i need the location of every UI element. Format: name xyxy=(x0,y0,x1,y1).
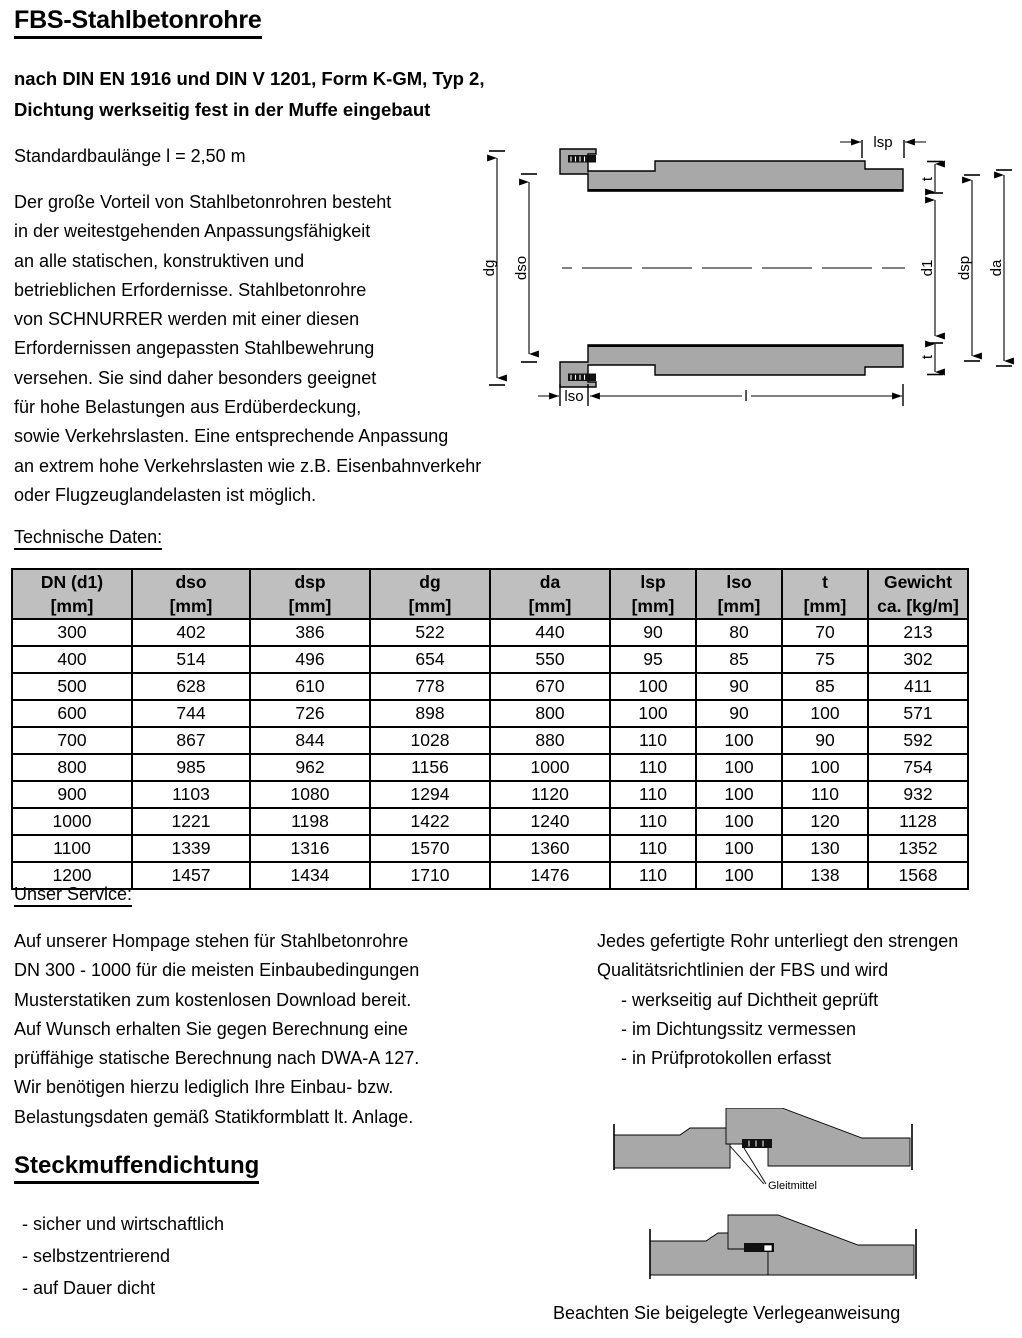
table-header-row-units xyxy=(12,594,968,619)
table-cell: 100 xyxy=(610,700,696,727)
col-unit-dn: [mm] xyxy=(12,594,132,619)
dimension-t-top xyxy=(919,162,943,194)
pipe-upper-wall xyxy=(560,149,903,191)
service-left-column xyxy=(14,927,574,1132)
dimension-label-d1: d1 xyxy=(919,259,936,277)
table-cell: 1120 xyxy=(490,781,610,808)
dimension-label-l: l xyxy=(744,388,748,405)
dimension-dsp xyxy=(956,175,980,361)
dimension-d1 xyxy=(919,200,936,336)
table-cell: 844 xyxy=(250,727,370,754)
table-cell: 754 xyxy=(868,754,968,781)
table-cell: 985 xyxy=(132,754,250,781)
table-cell: 402 xyxy=(132,619,250,646)
dimension-label-dso: dso xyxy=(513,255,530,281)
table-cell: 932 xyxy=(868,781,968,808)
dimension-label-dsp: dsp xyxy=(956,255,973,281)
intro-line: Erfordernissen angepassten Stahlbewehrung xyxy=(14,338,375,359)
service-line: prüffähige statische Berechnung nach DWA-A 127. xyxy=(14,1048,420,1069)
table-cell: 411 xyxy=(868,673,968,700)
intro-line: in der weitestgehenden Anpassungsfähigkeit xyxy=(14,221,371,242)
table-cell: 80 xyxy=(696,619,782,646)
service-right-column xyxy=(597,927,1022,1073)
table-cell: 100 xyxy=(782,700,868,727)
service-line: Wir benötigen hierzu lediglich Ihre Einbau- bzw. xyxy=(14,1077,394,1098)
table-cell: 962 xyxy=(250,754,370,781)
col-header-dn: DN (d1) xyxy=(12,569,132,594)
seal-bullet: - selbstzentrierend xyxy=(22,1246,171,1266)
col-header-dg: dg xyxy=(370,569,490,594)
table-cell: 90 xyxy=(696,673,782,700)
intro-line: an alle statischen, konstruktiven und xyxy=(14,250,305,271)
service-line: Auf Wunsch erhalten Sie gegen Berechnung eine xyxy=(14,1018,408,1039)
dimension-label-t-bottom: t xyxy=(919,354,936,360)
page-title: FBS-Stahlbetonrohre xyxy=(14,6,262,39)
table-cell: 70 xyxy=(782,619,868,646)
table-cell: 1360 xyxy=(490,835,610,862)
table-cell: 95 xyxy=(610,646,696,673)
table-cell: 100 xyxy=(696,727,782,754)
table-row xyxy=(12,727,968,754)
table-cell: 600 xyxy=(12,700,132,727)
col-unit-da: [mm] xyxy=(490,594,610,619)
table-cell: 1570 xyxy=(370,835,490,862)
table-cell: 571 xyxy=(868,700,968,727)
quality-bullet: - werkseitig auf Dichtheit geprüft xyxy=(621,989,879,1010)
table-cell: 670 xyxy=(490,673,610,700)
seal-bullet: - sicher und wirtschaftlich xyxy=(22,1214,225,1234)
dimension-dg xyxy=(481,151,505,385)
table-cell: 100 xyxy=(696,754,782,781)
table-cell: 800 xyxy=(490,700,610,727)
col-header-dso: dso xyxy=(132,569,250,594)
table-cell: 700 xyxy=(12,727,132,754)
standard-length-text: Standardbaulänge l = 2,50 m xyxy=(14,146,246,166)
col-unit-gewicht: ca. [kg/m] xyxy=(868,594,968,619)
table-cell: 1156 xyxy=(370,754,490,781)
col-header-da: da xyxy=(490,569,610,594)
table-row xyxy=(12,700,968,727)
col-unit-lsp: [mm] xyxy=(610,594,696,619)
service-line: Musterstatiken zum kostenlosen Download bereit. xyxy=(14,989,412,1010)
table-cell: 85 xyxy=(696,646,782,673)
gasket-lower xyxy=(568,374,596,382)
dimension-label-dg: dg xyxy=(481,259,498,277)
table-cell: 1434 xyxy=(250,862,370,889)
table-cell: 100 xyxy=(696,862,782,889)
gasket-seal xyxy=(742,1139,772,1148)
col-header-t: t xyxy=(782,569,868,594)
table-cell: 1316 xyxy=(250,835,370,862)
col-header-lso: lso xyxy=(696,569,782,594)
table-cell: 800 xyxy=(12,754,132,781)
table-cell: 1200 xyxy=(12,862,132,889)
socket-joint-detail-drawing-closed xyxy=(592,1213,1022,1303)
table-cell: 1000 xyxy=(12,808,132,835)
col-unit-dsp: [mm] xyxy=(250,594,370,619)
table-cell: 110 xyxy=(610,862,696,889)
pipe-cross-section-drawing xyxy=(480,128,1020,413)
table-cell: 592 xyxy=(868,727,968,754)
col-header-dsp: dsp xyxy=(250,569,370,594)
intro-line: versehen. Sie sind daher besonders geeignet xyxy=(14,367,377,388)
pipe-lower-wall xyxy=(560,345,903,387)
table-row xyxy=(12,781,968,808)
table-cell: 867 xyxy=(132,727,250,754)
dimension-label-lsp: lsp xyxy=(873,134,893,151)
table-cell: 514 xyxy=(132,646,250,673)
table-cell: 1422 xyxy=(370,808,490,835)
table-cell: 75 xyxy=(782,646,868,673)
subtitle-line-1: nach DIN EN 1916 und DIN V 1201, Form K-GM, Typ 2, xyxy=(14,68,485,89)
bottom-caption: Beachten Sie beigelegte Verlegeanweisung xyxy=(553,1303,901,1323)
table-cell: 90 xyxy=(696,700,782,727)
table-cell: 85 xyxy=(782,673,868,700)
table-cell: 1221 xyxy=(132,808,250,835)
table-cell: 400 xyxy=(12,646,132,673)
table-cell: 1457 xyxy=(132,862,250,889)
table-cell: 440 xyxy=(490,619,610,646)
table-cell: 898 xyxy=(370,700,490,727)
table-row xyxy=(12,754,968,781)
seal-bullet-list xyxy=(22,1208,224,1304)
service-heading: Unser Service: xyxy=(14,884,132,907)
subtitle-line-2: Dichtung werkseitig fest in der Muffe eingebaut xyxy=(14,99,431,120)
intro-line: sowie Verkehrslasten. Eine entsprechende Anpassung xyxy=(14,426,449,447)
quality-line: Jedes gefertigte Rohr unterliegt den strengen xyxy=(597,931,959,951)
intro-line: oder Flugzeuglandelasten ist möglich. xyxy=(14,484,317,505)
dimension-label-da: da xyxy=(988,259,1005,277)
table-cell: 100 xyxy=(696,808,782,835)
gleitmittel-leader xyxy=(730,1146,766,1184)
table-cell: 610 xyxy=(250,673,370,700)
table-cell: 726 xyxy=(250,700,370,727)
service-line: Belastungsdaten gemäß Statikformblatt lt. Anlage. xyxy=(14,1106,414,1127)
table-cell: 100 xyxy=(610,673,696,700)
table-cell: 744 xyxy=(132,700,250,727)
col-unit-dg: [mm] xyxy=(370,594,490,619)
technical-data-heading: Technische Daten: xyxy=(14,527,162,550)
intro-line: von SCHNURRER werden mit einer diesen xyxy=(14,309,360,330)
table-cell: 110 xyxy=(610,781,696,808)
table-cell: 1080 xyxy=(250,781,370,808)
dimension-label-lso: lso xyxy=(564,388,584,405)
table-header-row-names xyxy=(12,569,968,594)
table-cell: 1294 xyxy=(370,781,490,808)
table-cell: 110 xyxy=(610,727,696,754)
table-cell: 110 xyxy=(782,781,868,808)
table-cell: 110 xyxy=(610,808,696,835)
table-cell: 1198 xyxy=(250,808,370,835)
table-cell: 1339 xyxy=(132,835,250,862)
technical-data-table xyxy=(11,568,969,890)
table-cell: 880 xyxy=(490,727,610,754)
gasket-upper xyxy=(568,155,596,163)
table-row xyxy=(12,808,968,835)
socket-joint-detail-drawing-open xyxy=(592,1108,1022,1221)
dimension-dso xyxy=(513,174,537,362)
table-cell: 110 xyxy=(610,835,696,862)
table-cell: 1103 xyxy=(132,781,250,808)
table-cell: 386 xyxy=(250,619,370,646)
table-cell: 496 xyxy=(250,646,370,673)
table-cell: 120 xyxy=(782,808,868,835)
quality-bullet: - in Prüfprotokollen erfasst xyxy=(621,1048,832,1069)
table-cell: 213 xyxy=(868,619,968,646)
table-row xyxy=(12,619,968,646)
table-cell: 302 xyxy=(868,646,968,673)
table-cell: 550 xyxy=(490,646,610,673)
intro-line: Der große Vorteil von Stahlbetonrohren besteht xyxy=(14,192,392,212)
intro-line: betrieblichen Erfordernisse. Stahlbetonrohre xyxy=(14,279,367,300)
gleitmittel-label: Gleitmittel xyxy=(768,1180,817,1192)
table-cell: 138 xyxy=(782,862,868,889)
table-cell: 130 xyxy=(782,835,868,862)
table-cell: 100 xyxy=(696,835,782,862)
table-cell: 1352 xyxy=(868,835,968,862)
table-cell: 628 xyxy=(132,673,250,700)
intro-line: an extrem hohe Verkehrslasten wie z.B. Eisenbahnverkehr xyxy=(14,455,482,476)
table-cell: 1100 xyxy=(12,835,132,862)
table-row xyxy=(12,673,968,700)
gasket-seal-compressed xyxy=(744,1243,774,1252)
dimension-l xyxy=(590,384,903,406)
dimension-da xyxy=(988,170,1012,366)
table-cell: 1000 xyxy=(490,754,610,781)
col-header-gewicht: Gewicht xyxy=(868,569,968,594)
table-cell: 1476 xyxy=(490,862,610,889)
table-cell: 1128 xyxy=(868,808,968,835)
table-cell: 90 xyxy=(782,727,868,754)
table-row xyxy=(12,835,968,862)
table-cell: 1028 xyxy=(370,727,490,754)
table-cell: 90 xyxy=(610,619,696,646)
table-cell: 300 xyxy=(12,619,132,646)
table-row xyxy=(12,646,968,673)
table-cell: 100 xyxy=(782,754,868,781)
quality-bullet: - im Dichtungssitz vermessen xyxy=(621,1018,857,1039)
dimension-t-bottom xyxy=(919,343,943,375)
table-cell: 900 xyxy=(12,781,132,808)
table-cell: 100 xyxy=(696,781,782,808)
table-cell: 654 xyxy=(370,646,490,673)
seal-bullet: - auf Dauer dicht xyxy=(22,1278,156,1298)
seal-heading: Steckmuffendichtung xyxy=(14,1152,259,1184)
intro-line: für hohe Belastungen aus Erdüberdeckung, xyxy=(14,397,362,418)
dimension-lsp xyxy=(840,134,926,158)
table-cell: 1240 xyxy=(490,808,610,835)
col-unit-dso: [mm] xyxy=(132,594,250,619)
table-cell: 110 xyxy=(610,754,696,781)
col-header-lsp: lsp xyxy=(610,569,696,594)
table-row xyxy=(12,862,968,889)
col-unit-lso: [mm] xyxy=(696,594,782,619)
quality-line: Qualitätsrichtlinien der FBS und wird xyxy=(597,960,889,981)
col-unit-t: [mm] xyxy=(782,594,868,619)
table-cell: 500 xyxy=(12,673,132,700)
table-cell: 1568 xyxy=(868,862,968,889)
table-cell: 522 xyxy=(370,619,490,646)
table-body xyxy=(12,619,968,889)
table-cell: 778 xyxy=(370,673,490,700)
service-line: DN 300 - 1000 für die meisten Einbaubedingungen xyxy=(14,960,420,981)
service-line: Auf unserer Hompage stehen für Stahlbetonrohre xyxy=(14,931,409,951)
dimension-label-t-top: t xyxy=(919,176,936,182)
table-cell: 1710 xyxy=(370,862,490,889)
